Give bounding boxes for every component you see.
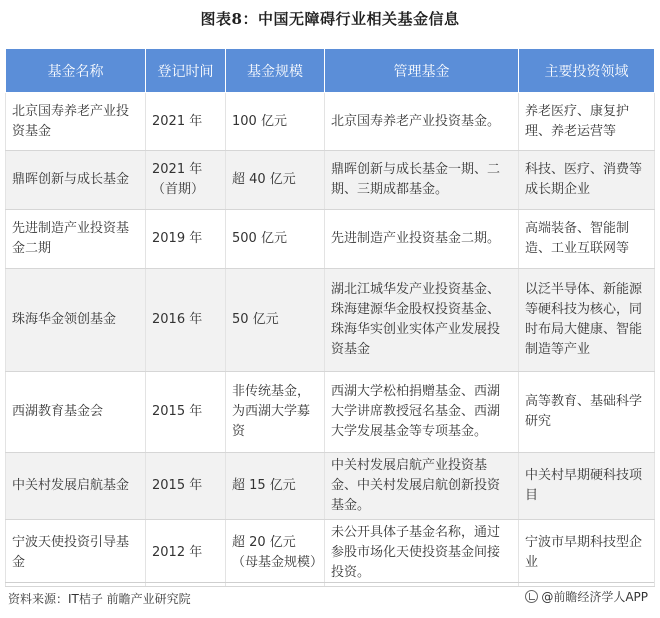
cell-managed-funds: 北京国寿养老产业投资基金。 [325,93,519,151]
cell-fund-size: 500 亿元 [226,210,325,269]
cell-fund-name: 宁波天使投资引导基金 [6,520,146,587]
header-fund-size: 基金规模 [226,49,325,93]
table-row [6,453,655,520]
cell-managed-funds: 西湖大学松柏捐赠基金、西湖大学讲席教授冠名基金、西湖大学发展基金等专项基金。 [325,372,519,453]
cell-investment-fields: 高端装备、智能制造、工业互联网等 [519,210,655,269]
cell-fund-name: 北京国寿养老产业投资基金 [6,93,146,151]
brand-credit [525,588,648,605]
source-note: 资料来源：IT桔子 前瞻产业研究院 [8,592,191,606]
cell-register-date: 2016 年 [146,269,226,372]
cell-register-date: 2015 年 [146,453,226,520]
cell-fund-name: 先进制造产业投资基金二期 [6,210,146,269]
cell-managed-funds: 先进制造产业投资基金二期。 [325,210,519,269]
table-row [6,372,655,453]
header-investment-fields: 主要投资领域 [519,49,655,93]
cell-investment-fields: 高等教育、基础科学研究 [519,372,655,453]
cell-fund-size: 超 15 亿元 [226,453,325,520]
cell-fund-size: 非传统基金，为西湖大学募资 [226,372,325,453]
table-row [6,269,655,372]
cell-investment-fields: 以泛半导体、新能源等硬科技为核心，同时布局大健康、智能制造等产业 [519,269,655,372]
cell-investment-fields: 中关村早期硬科技项目 [519,453,655,520]
cell-fund-size: 50 亿元 [226,269,325,372]
table-row [6,210,655,269]
cell-register-date: 2021 年（首期） [146,151,226,210]
cell-fund-size: 超 20 亿元（母基金规模） [226,520,325,587]
cell-investment-fields: 养老医疗、康复护理、养老运营等 [519,93,655,151]
footer-divider [5,582,654,583]
brand-logo-icon [525,590,538,603]
header-fund-name: 基金名称 [6,49,146,93]
cell-register-date: 2019 年 [146,210,226,269]
cell-fund-size: 超 40 亿元 [226,151,325,210]
cell-managed-funds: 湖北江城华发产业投资基金、珠海建源华金股权投资基金、珠海华实创业实体产业发展投资基金 [325,269,519,372]
cell-fund-name: 西湖教育基金会 [6,372,146,453]
cell-register-date: 2015 年 [146,372,226,453]
header-register-date: 登记时间 [146,49,226,93]
table-header-row [6,49,655,93]
fund-info-table [5,48,655,587]
cell-managed-funds: 鼎晖创新与成长基金一期、二期、三期成都基金。 [325,151,519,210]
table-row [6,93,655,151]
cell-register-date: 2012 年 [146,520,226,587]
cell-investment-fields: 宁波市早期科技型企业 [519,520,655,587]
chart-title: 图表8：中国无障碍行业相关基金信息 [200,10,460,28]
cell-fund-name: 鼎晖创新与成长基金 [6,151,146,210]
cell-fund-name: 中关村发展启航基金 [6,453,146,520]
cell-fund-name: 珠海华金领创基金 [6,269,146,372]
table-row [6,520,655,587]
cell-fund-size: 100 亿元 [226,93,325,151]
cell-register-date: 2021 年 [146,93,226,151]
cell-managed-funds: 未公开具体子基金名称，通过参股市场化天使投资基金间接投资。 [325,520,519,587]
table-row [6,151,655,210]
cell-investment-fields: 科技、医疗、消费等成长期企业 [519,151,655,210]
cell-managed-funds: 中关村发展启航产业投资基金、中关村发展启航创新投资基金。 [325,453,519,520]
header-managed-funds: 管理基金 [325,49,519,93]
brand-label: @前瞻经济学人APP [541,590,648,604]
